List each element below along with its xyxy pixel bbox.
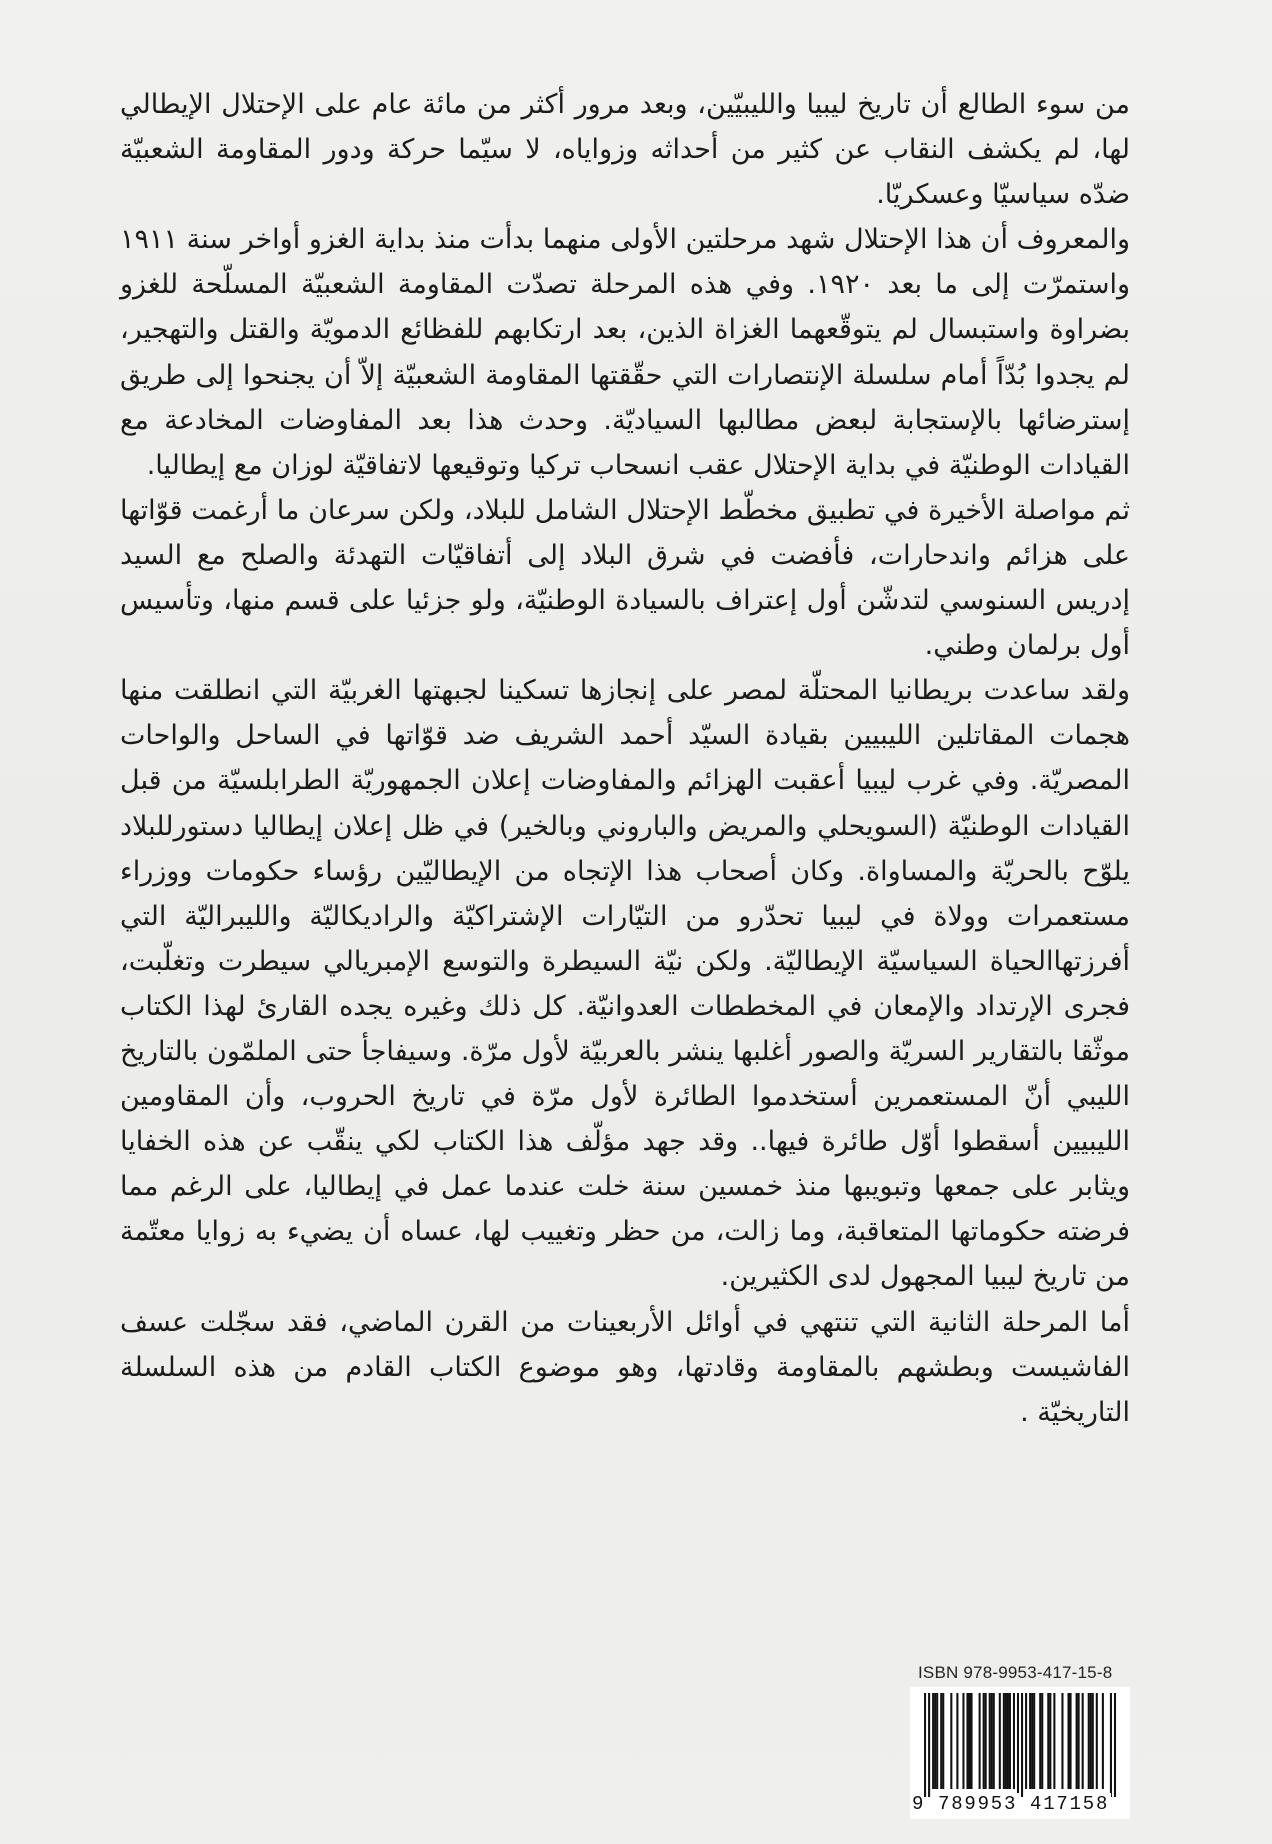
paragraph-5: أما المرحلة الثانية التي تنتهي في أوائل الأربعينات من القرن الماضي، فقد سجّلت عسف الفاشيست وبطشهم بالمقاومة وقادتها، وهو موضوع الكتاب القادم من هذه السلسلة التاريخيّة . [120, 1306, 1130, 1428]
barcode-bar [1005, 1693, 1007, 1789]
barcode-bar [1003, 1693, 1005, 1789]
barcode-bar [1007, 1693, 1009, 1789]
barcode-guard-bar [1017, 1693, 1019, 1797]
barcode-guard-bar [1110, 1693, 1112, 1797]
barcode-bar [936, 1693, 938, 1789]
barcode-digits-left: 789953 [938, 1793, 1018, 1815]
paragraph-1: من سوء الطالع أن تاريخ ليبيا والليبيّين، وبعد مرور أكثر من مائة عام على الإحتلال الإيطالي لها، لم يكشف النقاب عن كثير من أحداثه وزواياه، لا سيّما حركة ودور المقاومة الشعبيّة ضدّه سياسيّا وعسكريّا. [120, 89, 1130, 211]
barcode-bar [1102, 1693, 1104, 1789]
barcode-bar [1029, 1693, 1031, 1789]
paragraph-4: ولقد ساعدت بريطانيا المحتلّة لمصر على إنجازها تسكينا لجبهتها الغربيّة التي انطلقت منها هجمات المقاتلين الليبيين بقيادة السيّد أحمد الشريف ضد قوّاتها في الساحل والواحات المصريّة. وفي غرب ليبيا أعقبت الهزائم والمفاوضات إعلان الجمهوريّة الطرابلسيّة من قبل القيادات الوطنيّة (السويحلي والمريض والباروني وبالخير) في ظل إعلان إيطاليا دستورللبلاد يلوّح بالحريّة والمساواة. وكان أصحاب هذا الإتجاه من الإيطاليّين رؤساء حكومات ووزراء مستعمرات وولاة في ليبيا تحدّرو من التيّارات الإشتراكيّة والراديكاليّة والليبراليّة التي أفرزتهاالحياة السياسيّة الإيطاليّة. ولكن نيّة السيطرة والتوسع الإمبريالي سيطرت وتغلّبت، فجرى الإرتداد والإمعان في المخططات العدوانيّة. كل ذلك وغيره يجده القارئ لهذا الكتاب موثّقا بالتقارير السريّة والصور أغلبها ينشر بالعربيّة لأول مرّة. وسيفاجأ حتى الملمّون بالتاريخ الليبي أنّ المستعمرين أستخدموا الطائرة لأول مرّة في تاريخ الحروب، وأن المقاومين الليبيين أسقطوا أوّل طائرة فيها.. وقد جهد مؤلّف هذا الكتاب لكي ينقّب عن هذه الخفايا ويثابر على جمعها وتبويبها منذ خمسين سنة خلت عندما عمل في إيطاليا، على الرغم مما فرضته حكوماتها المتعاقبة، وما زالت، من حظر وتغييب لها، عساه أن يضيء به زوايا معتّمة من تاريخ ليبيا المجهول لدى الكثيرين. [120, 675, 1130, 1293]
barcode-bar [966, 1693, 968, 1789]
barcode-bar [991, 1693, 993, 1789]
barcode-bar [1053, 1693, 1055, 1789]
barcode-guard-bar [1114, 1693, 1116, 1797]
barcode-digit-first: 9 [912, 1793, 924, 1815]
paragraph-3: ثم مواصلة الأخيرة في تطبيق مخطّط الإحتلال الشامل للبلاد، ولكن سرعان ما أرغمت قوّاتها على هزائم واندحارات، فأفضت في شرق البلاد إلى أتفاقيّات التهدئة والصلح مع السيد إدريس السنوسي لتدشّن أول إعتراف بالسيادة الوطنيّة، ولو جزئيا على قسم منها، وتأسيس أول برلمان وطني. [120, 494, 1130, 662]
barcode-guard-bar [928, 1693, 930, 1797]
barcode [910, 1687, 1130, 1819]
barcode-bar [968, 1693, 970, 1789]
barcode-bar [932, 1693, 934, 1789]
barcode-bar [1047, 1693, 1049, 1789]
barcode-bar [934, 1693, 936, 1789]
barcode-bar [1013, 1693, 1015, 1789]
barcode-bar [1096, 1693, 1098, 1789]
barcode-bar [962, 1693, 964, 1789]
barcode-bar [1025, 1693, 1027, 1789]
barcode-bar [1061, 1693, 1063, 1789]
barcode-bar [989, 1693, 991, 1789]
barcode-bar [1049, 1693, 1051, 1789]
barcode-bar [979, 1693, 981, 1789]
barcode-bar [985, 1693, 987, 1789]
barcode-guard-bar [1021, 1693, 1023, 1797]
barcode-bar [942, 1693, 944, 1789]
barcode-bar [1031, 1693, 1033, 1789]
barcode-bar [983, 1693, 985, 1789]
barcode-bar [993, 1693, 995, 1789]
isbn-barcode-block [910, 1663, 1130, 1823]
blurb-text [120, 82, 1130, 1435]
barcode-bar [1076, 1693, 1078, 1789]
barcode-bar [1009, 1693, 1011, 1789]
barcode-bar [1090, 1693, 1092, 1789]
barcode-bar [970, 1693, 972, 1789]
barcode-bar [999, 1693, 1001, 1789]
barcode-bar [1039, 1693, 1041, 1789]
barcode-bar [950, 1693, 952, 1789]
barcode-guard-bar [924, 1693, 926, 1797]
barcode-bar [1082, 1693, 1084, 1789]
barcode-bar [1041, 1693, 1043, 1789]
isbn-label: ISBN 978-9953-417-15-8 [918, 1663, 1113, 1682]
barcode-bar [1033, 1693, 1035, 1789]
barcode-digits-right: 417158 [1030, 1793, 1110, 1815]
barcode-bar [940, 1693, 942, 1789]
barcode-bar [1067, 1693, 1069, 1789]
barcode-bars [922, 1693, 1118, 1797]
paragraph-2: والمعروف أن هذا الإحتلال شهد مرحلتين الأولى منهما بدأت منذ بداية الغزو أواخر سنة ١٩١١ واستمرّت إلى ما بعد ١٩٢٠. وفي هذه المرحلة تصدّت المقاومة الشعبيّة المسلّحة للغزو بضراوة واستبسال لم يتوقّعهما الغزاة الذين، بعد ارتكابهم للفظائع الدمويّة والقتل والتهجير، لم يجدوا بُدّاً أمام سلسلة الإنتصارات التي حقّقتها المقاومة الشعبيّة إلاّ أن يجنحوا إلى طريق إسترضائها بالإستجابة لبعض مطالبها السياديّة. وحدث هذا بعد المفاوضات المخادعة مع القيادات الوطنيّة في بداية الإحتلال عقب انسحاب تركيا وتوقيعها لاتفاقيّة لوزان مع إيطاليا. [120, 224, 1131, 481]
barcode-bar [1070, 1693, 1072, 1789]
barcode-bar [1088, 1693, 1090, 1789]
barcode-bar [1092, 1693, 1094, 1789]
barcode-bar [1078, 1693, 1080, 1789]
barcode-bar [956, 1693, 958, 1789]
